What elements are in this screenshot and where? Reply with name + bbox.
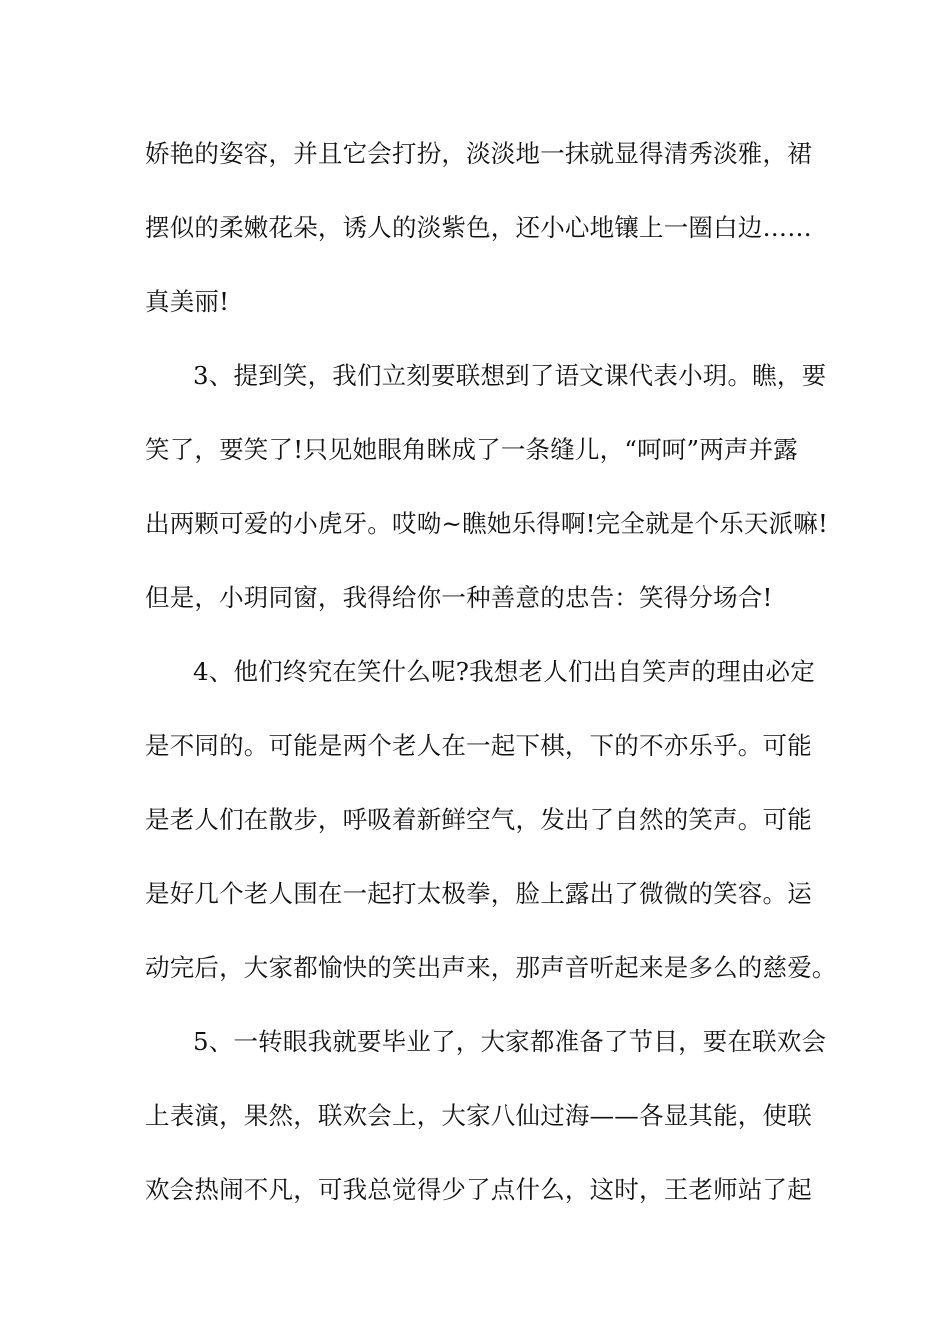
paragraph-4-start: 4、他们终究在笑什么呢?我想老人们出自笑声的理由必定 — [193, 657, 815, 686]
text-line: 笑了，要笑了!只见她眼角眯成了一条缝儿，“呵呵”两声并露 — [145, 435, 798, 464]
text-line: 摆似的柔嫩花朵，诱人的淡紫色，还小心地镶上一圈白边…… — [145, 213, 812, 242]
text-line: 是不同的。可能是两个老人在一起下棋，下的不亦乐乎。可能 — [145, 731, 812, 760]
text-line: 上表演，果然，联欢会上，大家八仙过海——各显其能，使联 — [145, 1101, 812, 1130]
paragraph-3-start: 3、提到笑，我们立刻要联想到了语文课代表小玥。瞧，要 — [193, 361, 827, 390]
text-line: 欢会热闹不凡，可我总觉得少了点什么，这时，王老师站了起 — [145, 1175, 812, 1204]
document-body — [145, 130, 837, 1240]
text-line: 出两颗可爱的小虎牙。哎呦~瞧她乐得啊!完全就是个乐天派嘛! — [145, 509, 829, 538]
text-line: 动完后，大家都愉快的笑出声来，那声音听起来是多么的慈爱。 — [145, 953, 837, 982]
text-line: 是老人们在散步，呼吸着新鲜空气，发出了自然的笑声。可能 — [145, 805, 812, 834]
text-line: 但是，小玥同窗，我得给你一种善意的忠告：笑得分场合! — [145, 583, 773, 612]
text-line: 娇艳的姿容，并且它会打扮，淡淡地一抹就显得清秀淡雅，裙 — [145, 139, 812, 168]
text-line: 真美丽! — [145, 287, 230, 316]
paragraph-5-start: 5、一转眼我就要毕业了，大家都准备了节目，要在联欢会 — [193, 1027, 827, 1056]
text-line: 是好几个老人围在一起打太极拳，脸上露出了微微的笑容。运 — [145, 879, 812, 908]
